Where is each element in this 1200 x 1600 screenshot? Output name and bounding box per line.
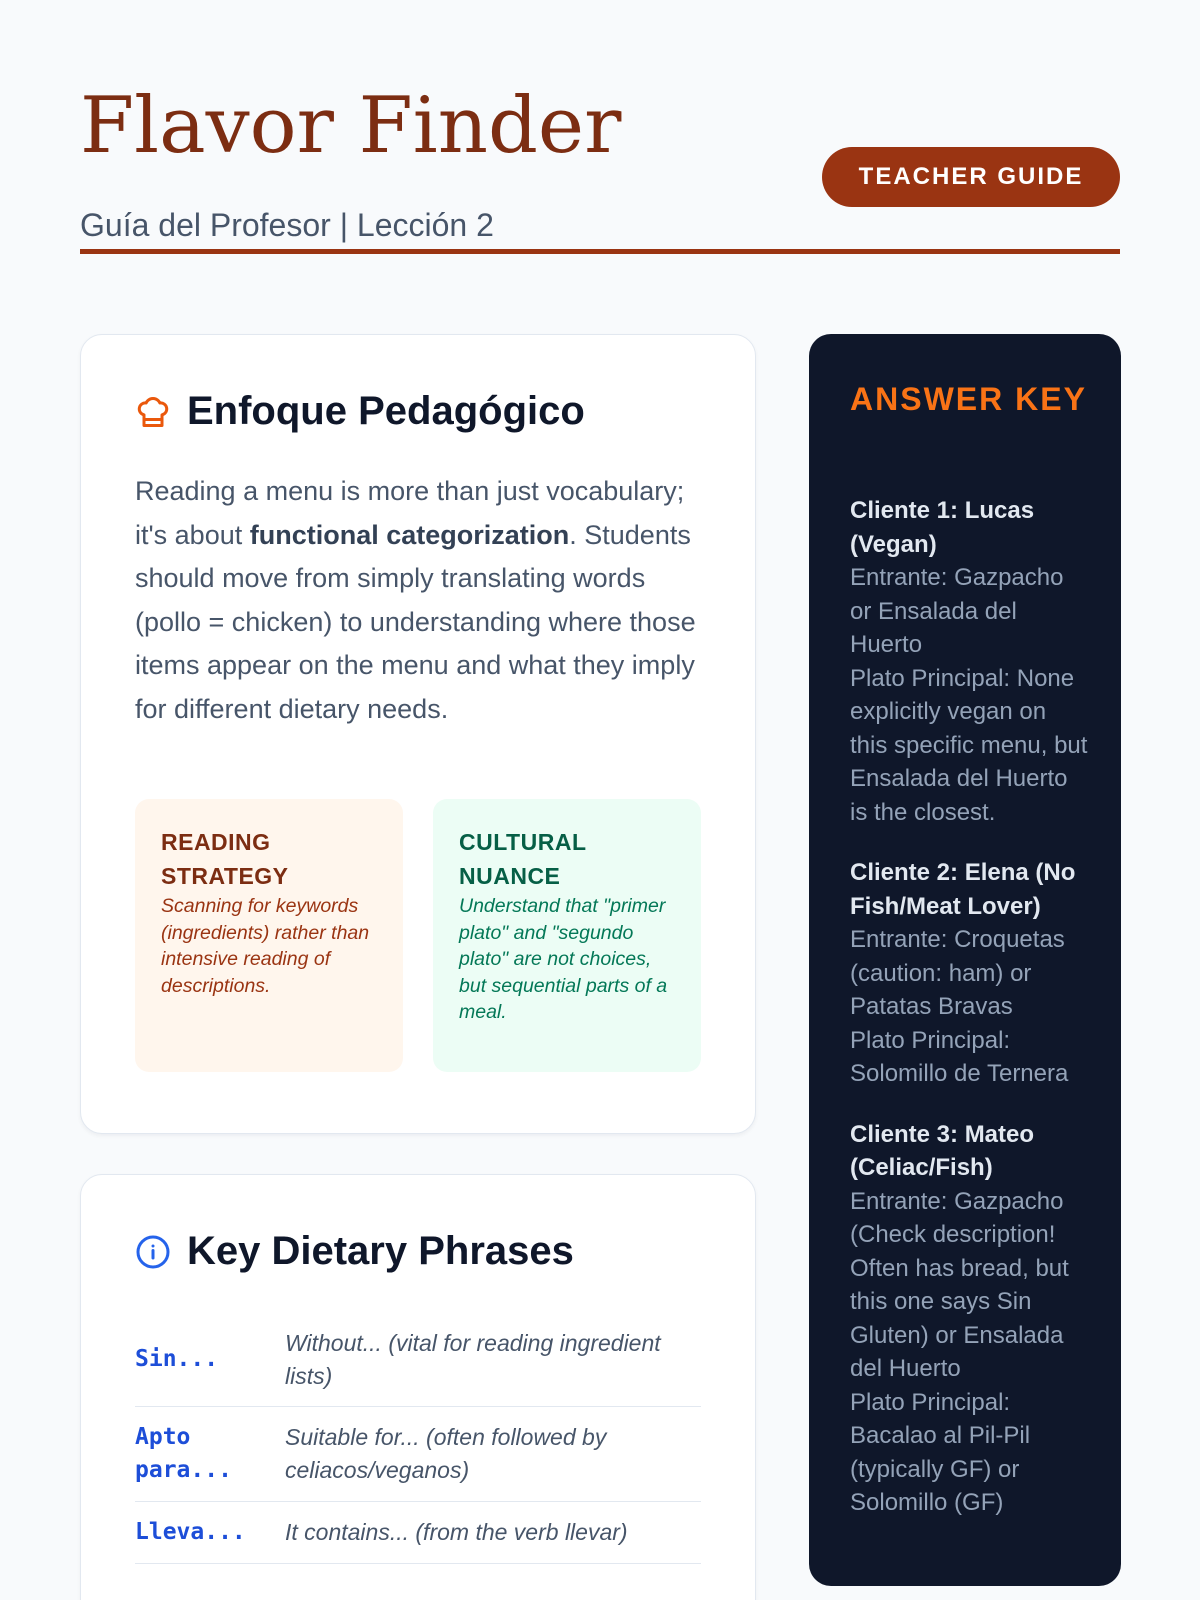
list-item — [850, 494, 1090, 829]
phrases-heading — [135, 1229, 574, 1274]
client-name: Cliente 3: Mateo (Celiac/Fish) — [850, 1120, 1035, 1181]
phrase-term: Sin... — [135, 1346, 219, 1372]
page-subtitle: Guía del Profesor | Lección 2 — [80, 207, 494, 243]
client-main: Plato Principal: None explicitly vegan on this specific menu, but Ensalada del Huerto is the closest. — [850, 664, 1088, 826]
table-row — [135, 1407, 701, 1502]
pedagogy-heading — [135, 389, 585, 434]
pedagogy-card — [80, 334, 756, 1134]
client-starter: Entrante: Gazpacho or Ensalada del Huerto — [850, 564, 1064, 658]
chef-hat-icon — [135, 394, 171, 430]
list-item — [850, 856, 1090, 1091]
reading-strategy-callout — [135, 799, 403, 1072]
client-name: Cliente 2: Elena (No Fish/Meat Lover) — [850, 859, 1076, 920]
client-starter: Entrante: Gazpacho (Check description! Often has bread, but this one says Sin Gluten) or Ensalada del Huerto — [850, 1187, 1069, 1382]
phrase-term: Apto para... — [135, 1424, 232, 1483]
answer-key-title: ANSWER KEY — [850, 381, 1087, 417]
pedagogy-intro — [135, 470, 705, 731]
phrase-meaning: Suitable for... (often followed by celiacos/veganos) — [285, 1424, 607, 1483]
phrase-meaning: Without... (vital for reading ingredient lists) — [285, 1329, 661, 1389]
phrase-meaning: It contains... (from the verb llevar) — [285, 1519, 628, 1545]
list-item — [850, 1118, 1090, 1520]
page-title: Flavor Finder — [80, 81, 622, 171]
phrases-heading-text: Key Dietary Phrases — [187, 1229, 574, 1273]
info-icon — [135, 1234, 171, 1270]
phrases-table — [135, 1313, 701, 1564]
table-row — [135, 1502, 701, 1564]
table-row — [135, 1313, 701, 1407]
intro-text-emphasis: functional categorization — [249, 519, 570, 550]
intro-text-start: Reading a menu is more than just vocabulary; it's about — [135, 476, 685, 550]
teacher-guide-badge: TEACHER GUIDE — [822, 147, 1120, 207]
phrase-term: Lleva... — [135, 1519, 246, 1545]
callout-text: Scanning for keywords (ingredients) rather than intensive reading of descriptions. — [161, 895, 370, 997]
client-main: Plato Principal: Solomillo de Ternera — [850, 1026, 1069, 1087]
phrases-card — [80, 1174, 756, 1600]
callout-title: CULTURAL NUANCE — [459, 829, 587, 889]
client-starter: Entrante: Croquetas (caution: ham) or Patatas Bravas — [850, 926, 1065, 1020]
callout-text: Understand that "primer plato" and "segundo plato" are not choices, but sequential parts of a meal. — [459, 895, 668, 1023]
page-header — [80, 80, 1120, 254]
client-main: Plato Principal: Bacalao al Pil-Pil (typically GF) or Solomillo (GF) — [850, 1388, 1031, 1516]
intro-text-end: . Students should move from simply translating words (pollo = chicken) to understanding where those items appear on the menu and what they imply for different dietary needs. — [135, 519, 696, 724]
callout-title: READING STRATEGY — [161, 829, 289, 889]
answer-key-list — [850, 494, 1090, 1547]
client-name: Cliente 1: Lucas (Vegan) — [850, 497, 1035, 558]
cultural-nuance-callout — [433, 799, 701, 1072]
pedagogy-heading-text: Enfoque Pedagógico — [187, 389, 585, 433]
answer-key-panel — [809, 334, 1121, 1586]
